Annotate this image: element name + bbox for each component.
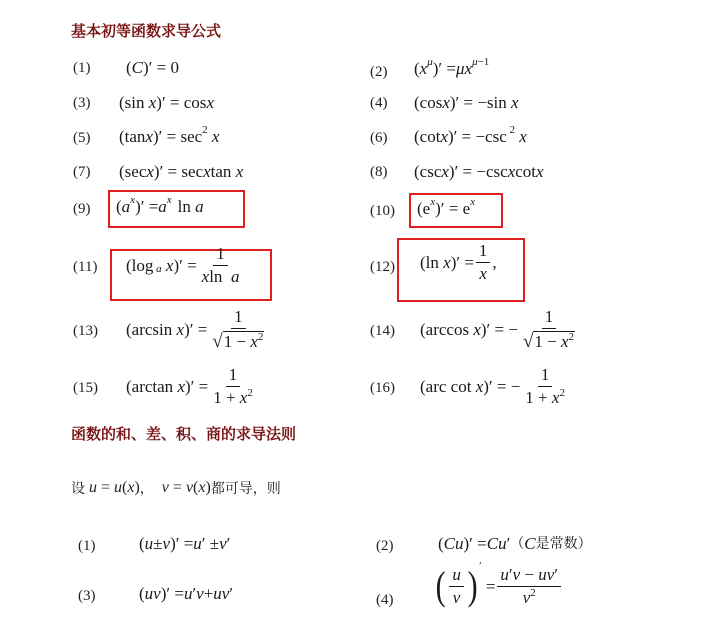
formula-number-15: (15)	[73, 380, 98, 396]
formula-5: (tan x )′ = sec $^2$ x	[119, 123, 220, 146]
formula-number-2: (2)	[370, 64, 388, 80]
rule-3: ( uv )′ = u ′ v + uv ′	[139, 584, 234, 603]
rule-number-2: (2)	[376, 538, 394, 554]
rule-number-1: (1)	[78, 538, 96, 554]
rule-number-4: (4)	[376, 592, 394, 608]
formula-2: ( x $^\mu$ )′ = μx $^{\mu -1}$	[414, 55, 490, 78]
formula-6: (cot x )′ = −csc $^2$ x	[414, 123, 527, 146]
formula-number-7: (7)	[73, 164, 91, 180]
formula-number-14: (14)	[370, 323, 395, 339]
formula-14: (arccos x )′ = − 1 √ $1 - x^2$	[420, 307, 575, 352]
formula-number-11: (11)	[73, 259, 98, 275]
formula-number-1: (1)	[73, 60, 91, 76]
formula-number-5: (5)	[73, 130, 91, 146]
formula-number-3: (3)	[73, 95, 91, 111]
formula-1: ( C )′ = 0	[126, 58, 179, 77]
intro-line: 设 u = u(x) ， v = v(x) 都可导，则	[71, 479, 281, 497]
formula-number-6: (6)	[370, 130, 388, 146]
formula-number-13: (13)	[73, 323, 98, 339]
formula-number-12: (12)	[370, 259, 395, 275]
formula-12: (ln x )′ = $\frac{1}{x}$ ,	[420, 241, 497, 283]
formula-8: (csc x )′ = −csc x cot x	[414, 162, 544, 181]
formula-number-8: (8)	[370, 164, 388, 180]
heading-derivative-formulas: 基本初等函数求导公式	[71, 22, 222, 40]
formula-10: (e $^x$ )′ = e $^x$	[417, 195, 476, 218]
formula-number-10: (10)	[370, 203, 395, 219]
rule-1: ( u ± v )′ = u ′ ± v ′	[139, 534, 231, 553]
heading-arithmetic-rules: 函数的和、差、积、商的求导法则	[71, 425, 297, 443]
rule-2-note-open: （	[510, 535, 525, 552]
formula-16: (arc cot x )′ = − $\frac{1}{1 + x^2}$	[420, 365, 565, 407]
rule-number-3: (3)	[78, 588, 96, 604]
formula-number-4: (4)	[370, 95, 388, 111]
formula-4: (cos x )′ = −sin x	[414, 93, 519, 112]
formula-13: (arcsin x )′ = 1 √ $1 - x^2$	[126, 307, 264, 352]
intro-suffix: 都可导，则	[210, 481, 281, 497]
rule-2-note: 是常数）	[535, 535, 592, 552]
formula-3: (sin x )′ = cos x	[119, 93, 214, 112]
formula-11: (log $_a$ x )′ = $\frac{1}{\text{xln a}}$	[126, 244, 240, 286]
intro-separator: ，	[139, 481, 154, 497]
intro-prefix: 设	[71, 481, 85, 497]
rule-4: ( $\frac{u}{v}$ ) ′ = $\frac{u'v - uv'}{v^2}$	[434, 566, 563, 607]
rule-2: ( Cu )′ = Cu ′ （ C 是常数）	[438, 534, 592, 553]
formula-number-9: (9)	[73, 201, 91, 217]
formula-15: (arctan x )′ = $\frac{1}{1 + x^2}$	[126, 365, 253, 407]
formula-number-16: (16)	[370, 380, 395, 396]
formula-9: ( a $^x$ )′ = a $^x$ ln a	[116, 193, 204, 216]
formula-7: (sec x )′ = sec x tan x	[119, 162, 244, 181]
rule-2-note-var: C	[524, 534, 536, 553]
